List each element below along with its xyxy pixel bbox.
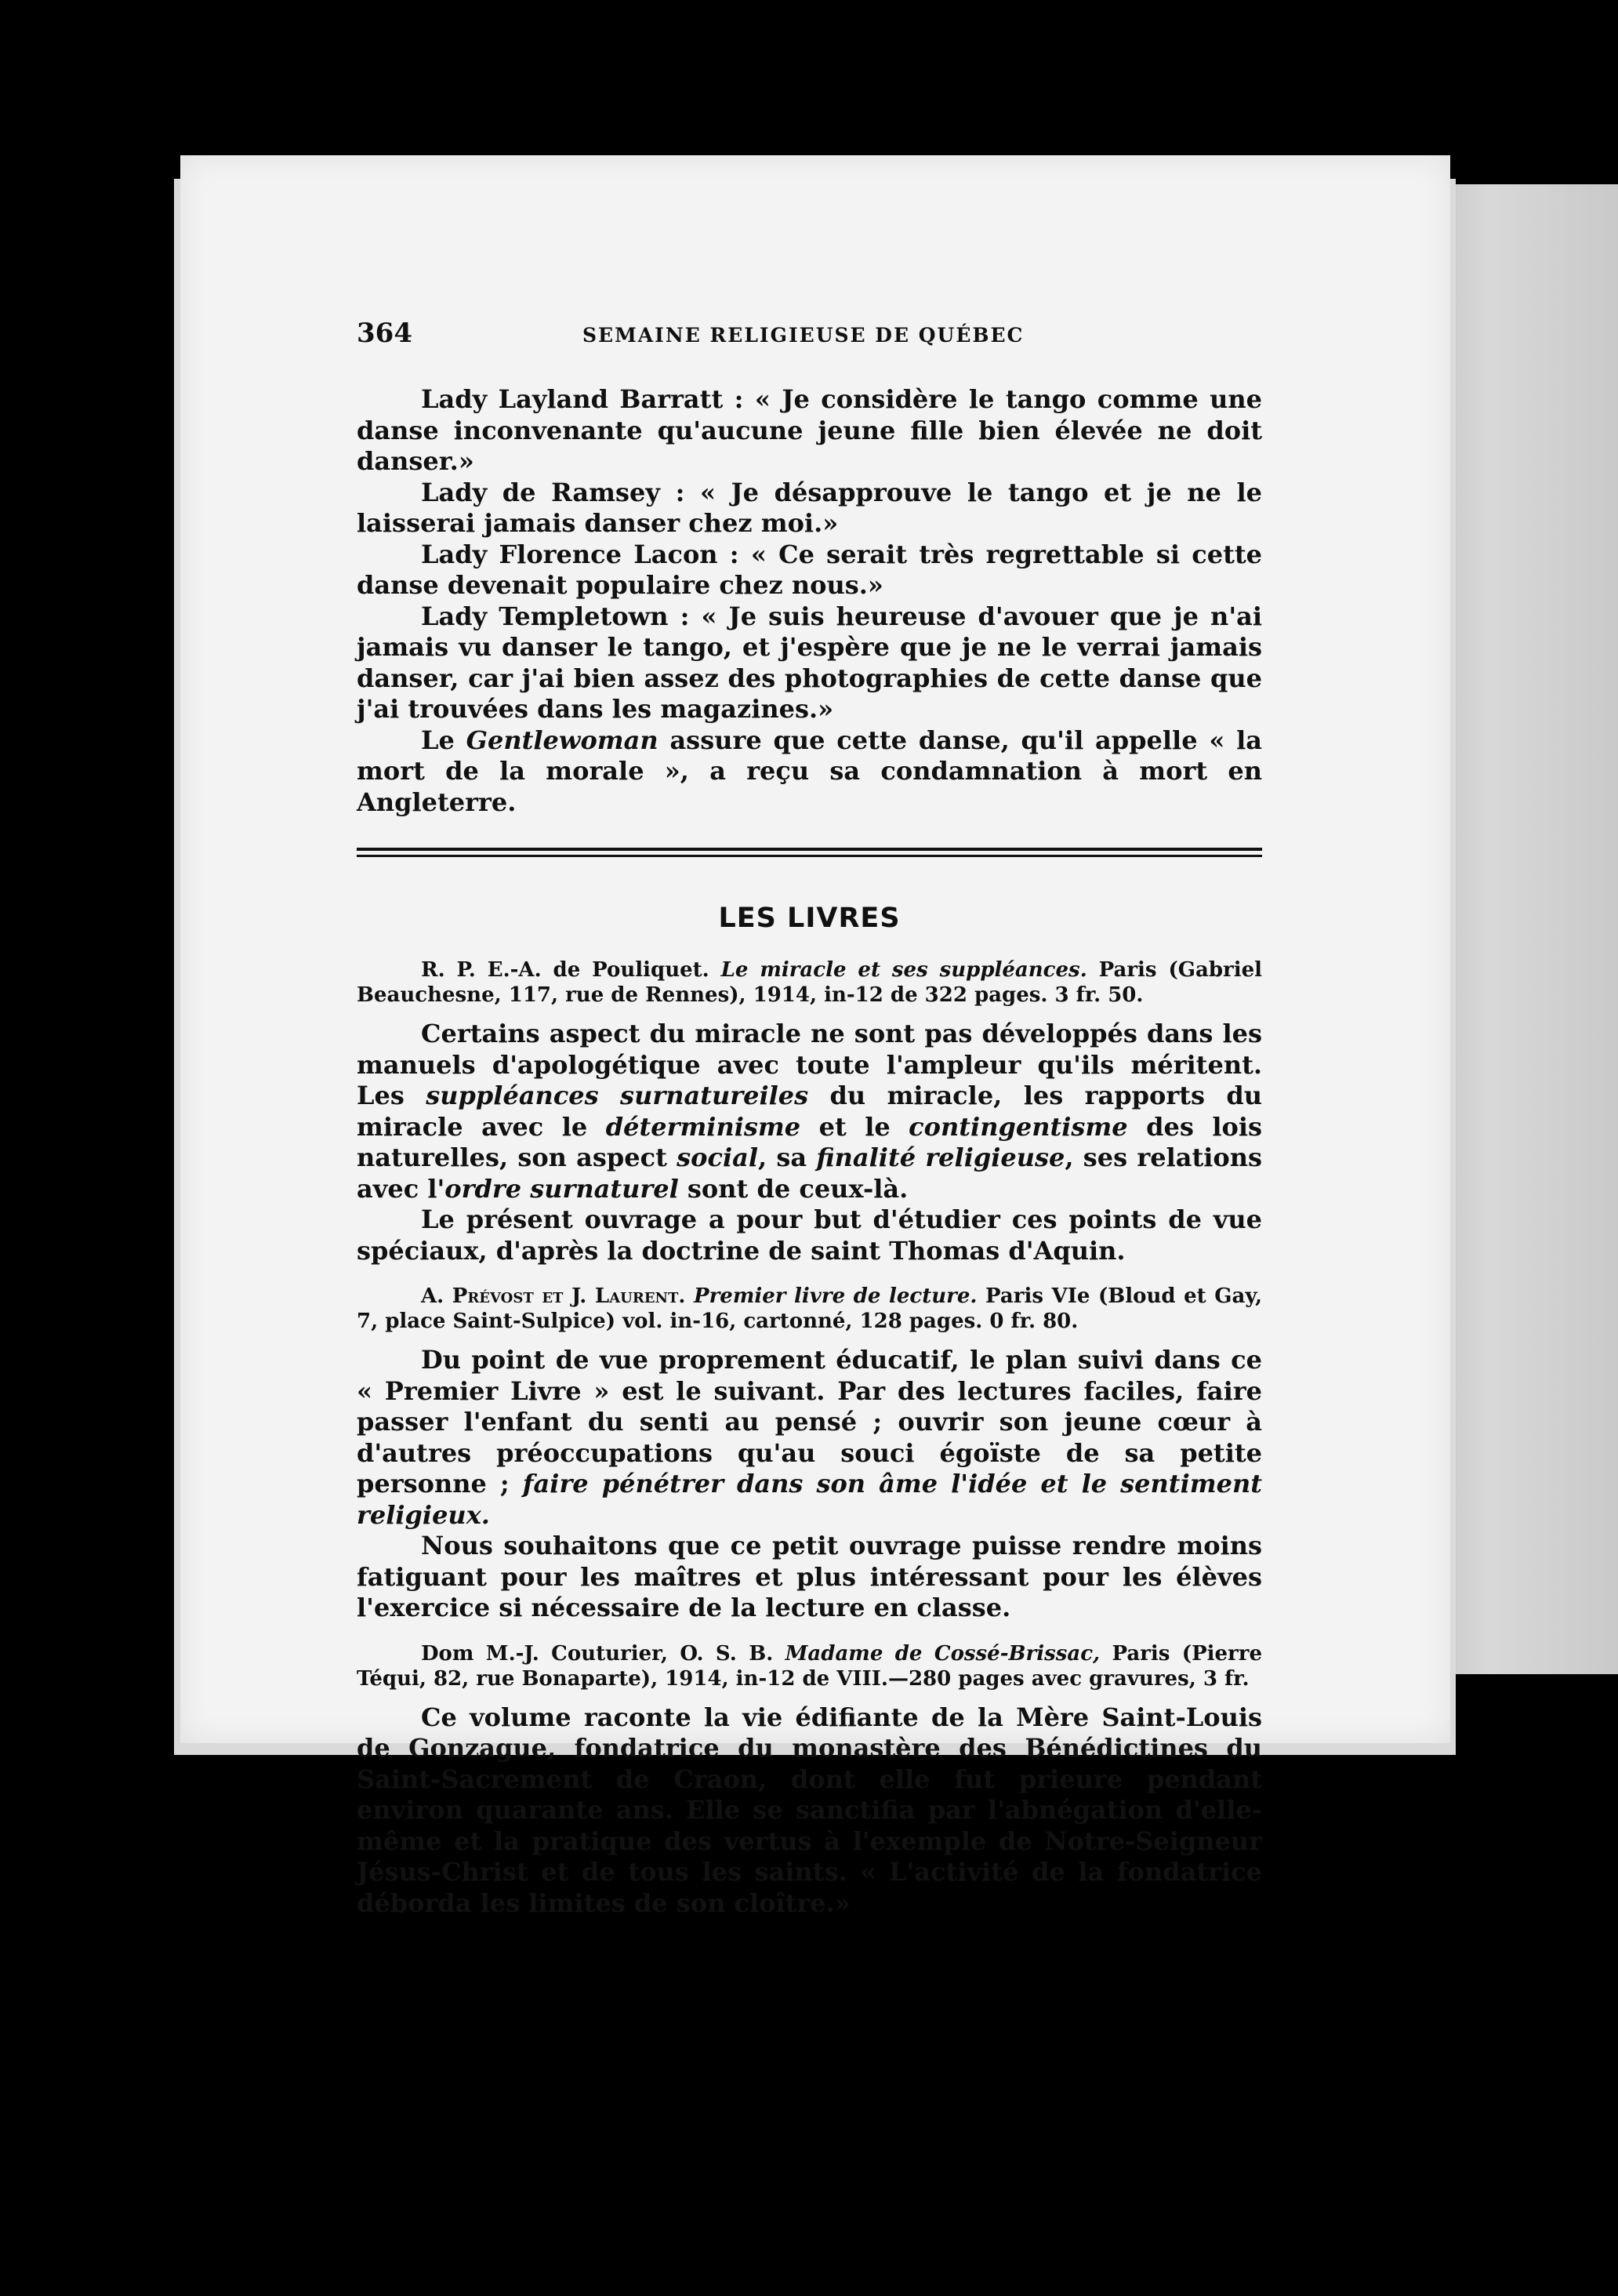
text-span: sont de ceux-là. — [678, 1173, 909, 1204]
paragraph-layland-barratt: Lady Layland Barratt : « Je considère le tango comme une danse inconvenante qu'aucune jeune fille bien élevée ne doit danser.» — [357, 384, 1262, 476]
review-prevost-laurent — [357, 1345, 1262, 1531]
text-span: du miracle, les rapports du miracle avec le — [357, 1081, 1263, 1142]
text-span: , sa — [758, 1143, 817, 1172]
page-body — [357, 384, 1262, 1919]
book-reference-pouliquet — [357, 957, 1262, 1008]
italic-term: déterminisme — [605, 1111, 801, 1142]
text-span: assure que cette danse, qu'il appelle « la mort de la morale », a reçu sa condamnation à mort en Angleterre. — [357, 725, 1263, 817]
text-span: Paris (Pierre Téqui, 82, rue Bonaparte), 1914, in-12 de VIII.—280 pages avec gravures, 3 fr. — [357, 1641, 1262, 1691]
text-span: A. Prévost et J. Laurent. — [421, 1284, 695, 1308]
book-reference-couturier — [357, 1641, 1262, 1691]
paragraph-ramsey: Lady de Ramsey : « Je désapprouve le tango et je ne le laisserai jamais danser chez moi.» — [357, 477, 1262, 538]
paragraph-gentlewoman — [357, 725, 1262, 819]
running-head — [357, 318, 1262, 357]
italic-title: Gentlewoman — [466, 725, 658, 755]
divider-line — [357, 855, 1262, 857]
review-prevost-laurent-wish: Nous souhaitons que ce petit ouvrage puisse rendre moins fatiguant pour les maîtres et plus intéressant pour les élèves l'exercice si nécessaire de la lecture en classe. — [357, 1531, 1262, 1622]
section-divider — [357, 848, 1262, 862]
book-title: Premier livre de lecture. — [694, 1284, 978, 1308]
page-number: 364 — [357, 318, 412, 349]
italic-term: social — [677, 1143, 759, 1172]
text-span: Certains aspect du miracle ne sont pas développés dans les manuels d'apologétique avec toute l'ampleur qu'ils méritent. Les — [357, 1019, 1262, 1110]
book-cover-board — [1442, 184, 1618, 1674]
paragraph-florence-lacon: Lady Florence Lacon : « Ce serait très regrettable si cette danse devenait populaire chez nous.» — [357, 539, 1262, 600]
book-reference-prevost-laurent — [357, 1284, 1262, 1334]
review-pouliquet-purpose: Le présent ouvrage a pour but d'étudier ces points de vue spéciaux, d'après la doctrine de saint Thomas d'Aquin. — [357, 1204, 1262, 1266]
section-title: LES LIVRES — [718, 903, 901, 934]
italic-term: contingentisme — [909, 1111, 1128, 1142]
italic-term: suppléances surnatureiles — [426, 1081, 809, 1110]
text-span: et le — [800, 1111, 909, 1142]
paragraph-templetown: Lady Templetown : « Je suis heureuse d'avouer que je n'ai jamais vu danser le tango, et j'espère que je ne le verrai jamais danser, car j'ai bien assez des photographies de cette danse que j'ai trouvées dans les magazines.» — [357, 601, 1262, 724]
text-span: Paris (Gabriel Beauchesne, 117, rue de Rennes), 1914, in-12 de 322 pages. 3 fr. 50. — [357, 958, 1262, 1007]
text-span: Dom M.-J. Couturier, O. S. B. — [421, 1641, 785, 1666]
text-span: Du point de vue proprement éducatif, le plan suivi dans ce « Premier Livre » est le suivant. Par des lectures faciles, faire passer l'enfant du senti au pensé ; ouvrir son jeune cœur à d'autres préoccupations qu'au souci égoïste de sa petite personne ; — [357, 1345, 1262, 1499]
text-span: Le — [421, 725, 466, 755]
text-span: R. P. E.-A. de Pouliquet. — [421, 958, 721, 982]
italic-phrase: faire pénétrer dans son âme l'idée et le sentiment religieux. — [357, 1469, 1263, 1530]
text-span: des lois naturelles, son aspect — [357, 1111, 1262, 1172]
divider-line — [357, 848, 1262, 851]
running-title: SEMAINE RELIGIEUSE DE QUÉBEC — [582, 324, 1025, 347]
italic-term: finalité religieuse — [816, 1143, 1065, 1172]
italic-term: ordre surnaturel — [444, 1173, 679, 1204]
book-title: Madame de Cossé-Brissac, — [785, 1641, 1101, 1666]
text-span: , ses relations avec l' — [357, 1143, 1263, 1204]
review-pouliquet — [357, 1019, 1262, 1204]
review-couturier: Ce volume raconte la vie édifiante de la Mère Saint-Louis de Gonzague, fondatrice du monastère des Bénédictines du Saint-Sacrement de Craon, dont elle fut prieure pendant environ quarante ans. Elle se sanctifia par l'abnégation d'elle-même et la pratique des vertus à l'exemple de Notre-Seigneur Jésus-Christ et de tous les saints. « L'activité de la fondatrice déborda les limites de son cloître.» — [357, 1702, 1262, 1918]
text-span: Paris VIe (Bloud et Gay, 7, place Saint-Sulpice) vol. in-16, cartonné, 128 pages. 0 fr. 80. — [357, 1284, 1262, 1333]
book-title: Le miracle et ses suppléances. — [720, 958, 1087, 982]
